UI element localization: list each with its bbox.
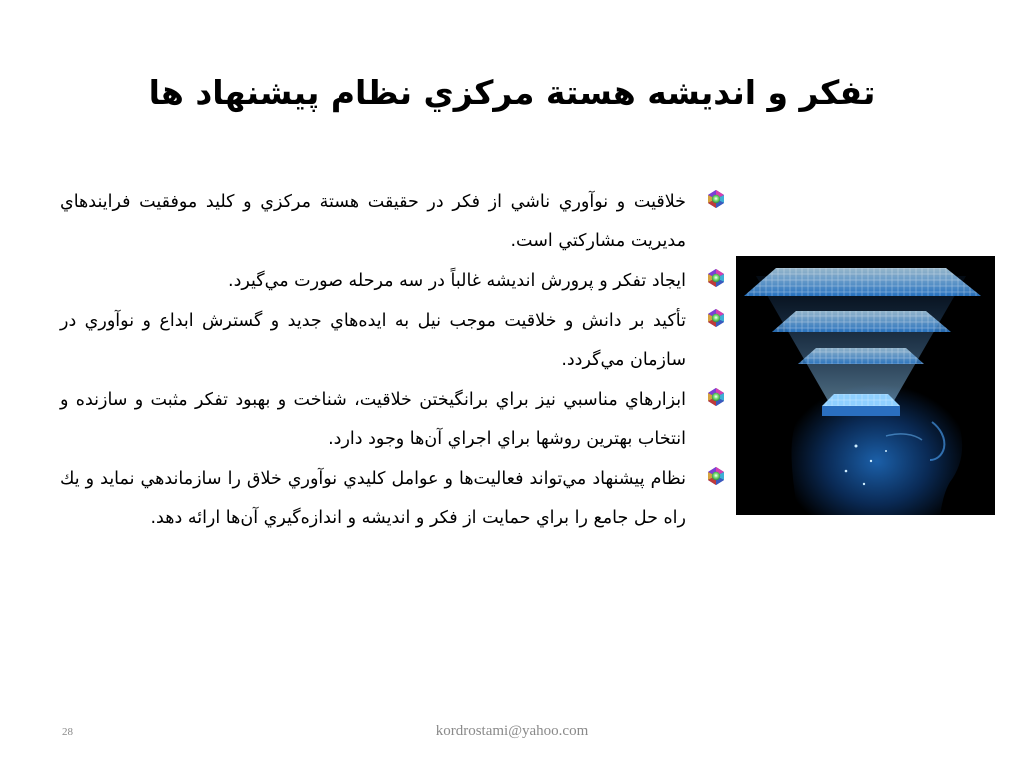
bullet-item [60, 262, 728, 301]
slide-number: 28 [62, 726, 73, 738]
bullet-text: تأکيد بر دانش و خلاقيت موجب نيل به ايده‌هاي جديد و گسترش ابداع و نوآوري در سازمان مي‌گردد. [60, 311, 686, 370]
bullet-text: ابزارهاي مناسبي نيز براي برانگيختن خلاقيت، شناخت و بهبود تفکر مثبت و سازنده و انتخاب بهترين روشها براي اجراي آن‌ها وجود دارد. [60, 390, 686, 449]
bullet-item [60, 460, 728, 538]
bullet-item [60, 381, 728, 459]
gem-bullet-icon [706, 308, 726, 328]
gem-bullet-icon [706, 268, 726, 288]
footer-email: kordrostami@yahoo.com [435, 723, 589, 739]
bullet-text: نظام پيشنهاد مي‌تواند فعاليت‌ها و عوامل کليدي نوآوري خلاق را سازماندهي نمايد و يك راه حل جامع را براي حمايت از فكر و انديشه و اندازه‌گيري آن‌ها ارائه دهد. [60, 469, 686, 528]
bullet-item [60, 183, 728, 261]
gem-bullet-icon [706, 387, 726, 407]
digital-head-image [736, 256, 995, 515]
slide-title: تفکر و انديشه هستة مرکزي نظام پيشنهاد ها [148, 73, 876, 112]
bullet-list [60, 183, 728, 539]
bullet-item [60, 302, 728, 380]
gem-bullet-icon [706, 189, 726, 209]
bullet-text: ايجاد تفکر و پرورش انديشه غالباً در سه مرحله صورت مي‌گيرد. [228, 271, 686, 291]
gem-bullet-icon [706, 466, 726, 486]
bullet-text: خلاقيت و نوآوري ناشي از فکر در حقيقت هستة مرکزي و کليد موفقيت فرايندهاي مديريت مشارکتي است. [60, 192, 686, 251]
